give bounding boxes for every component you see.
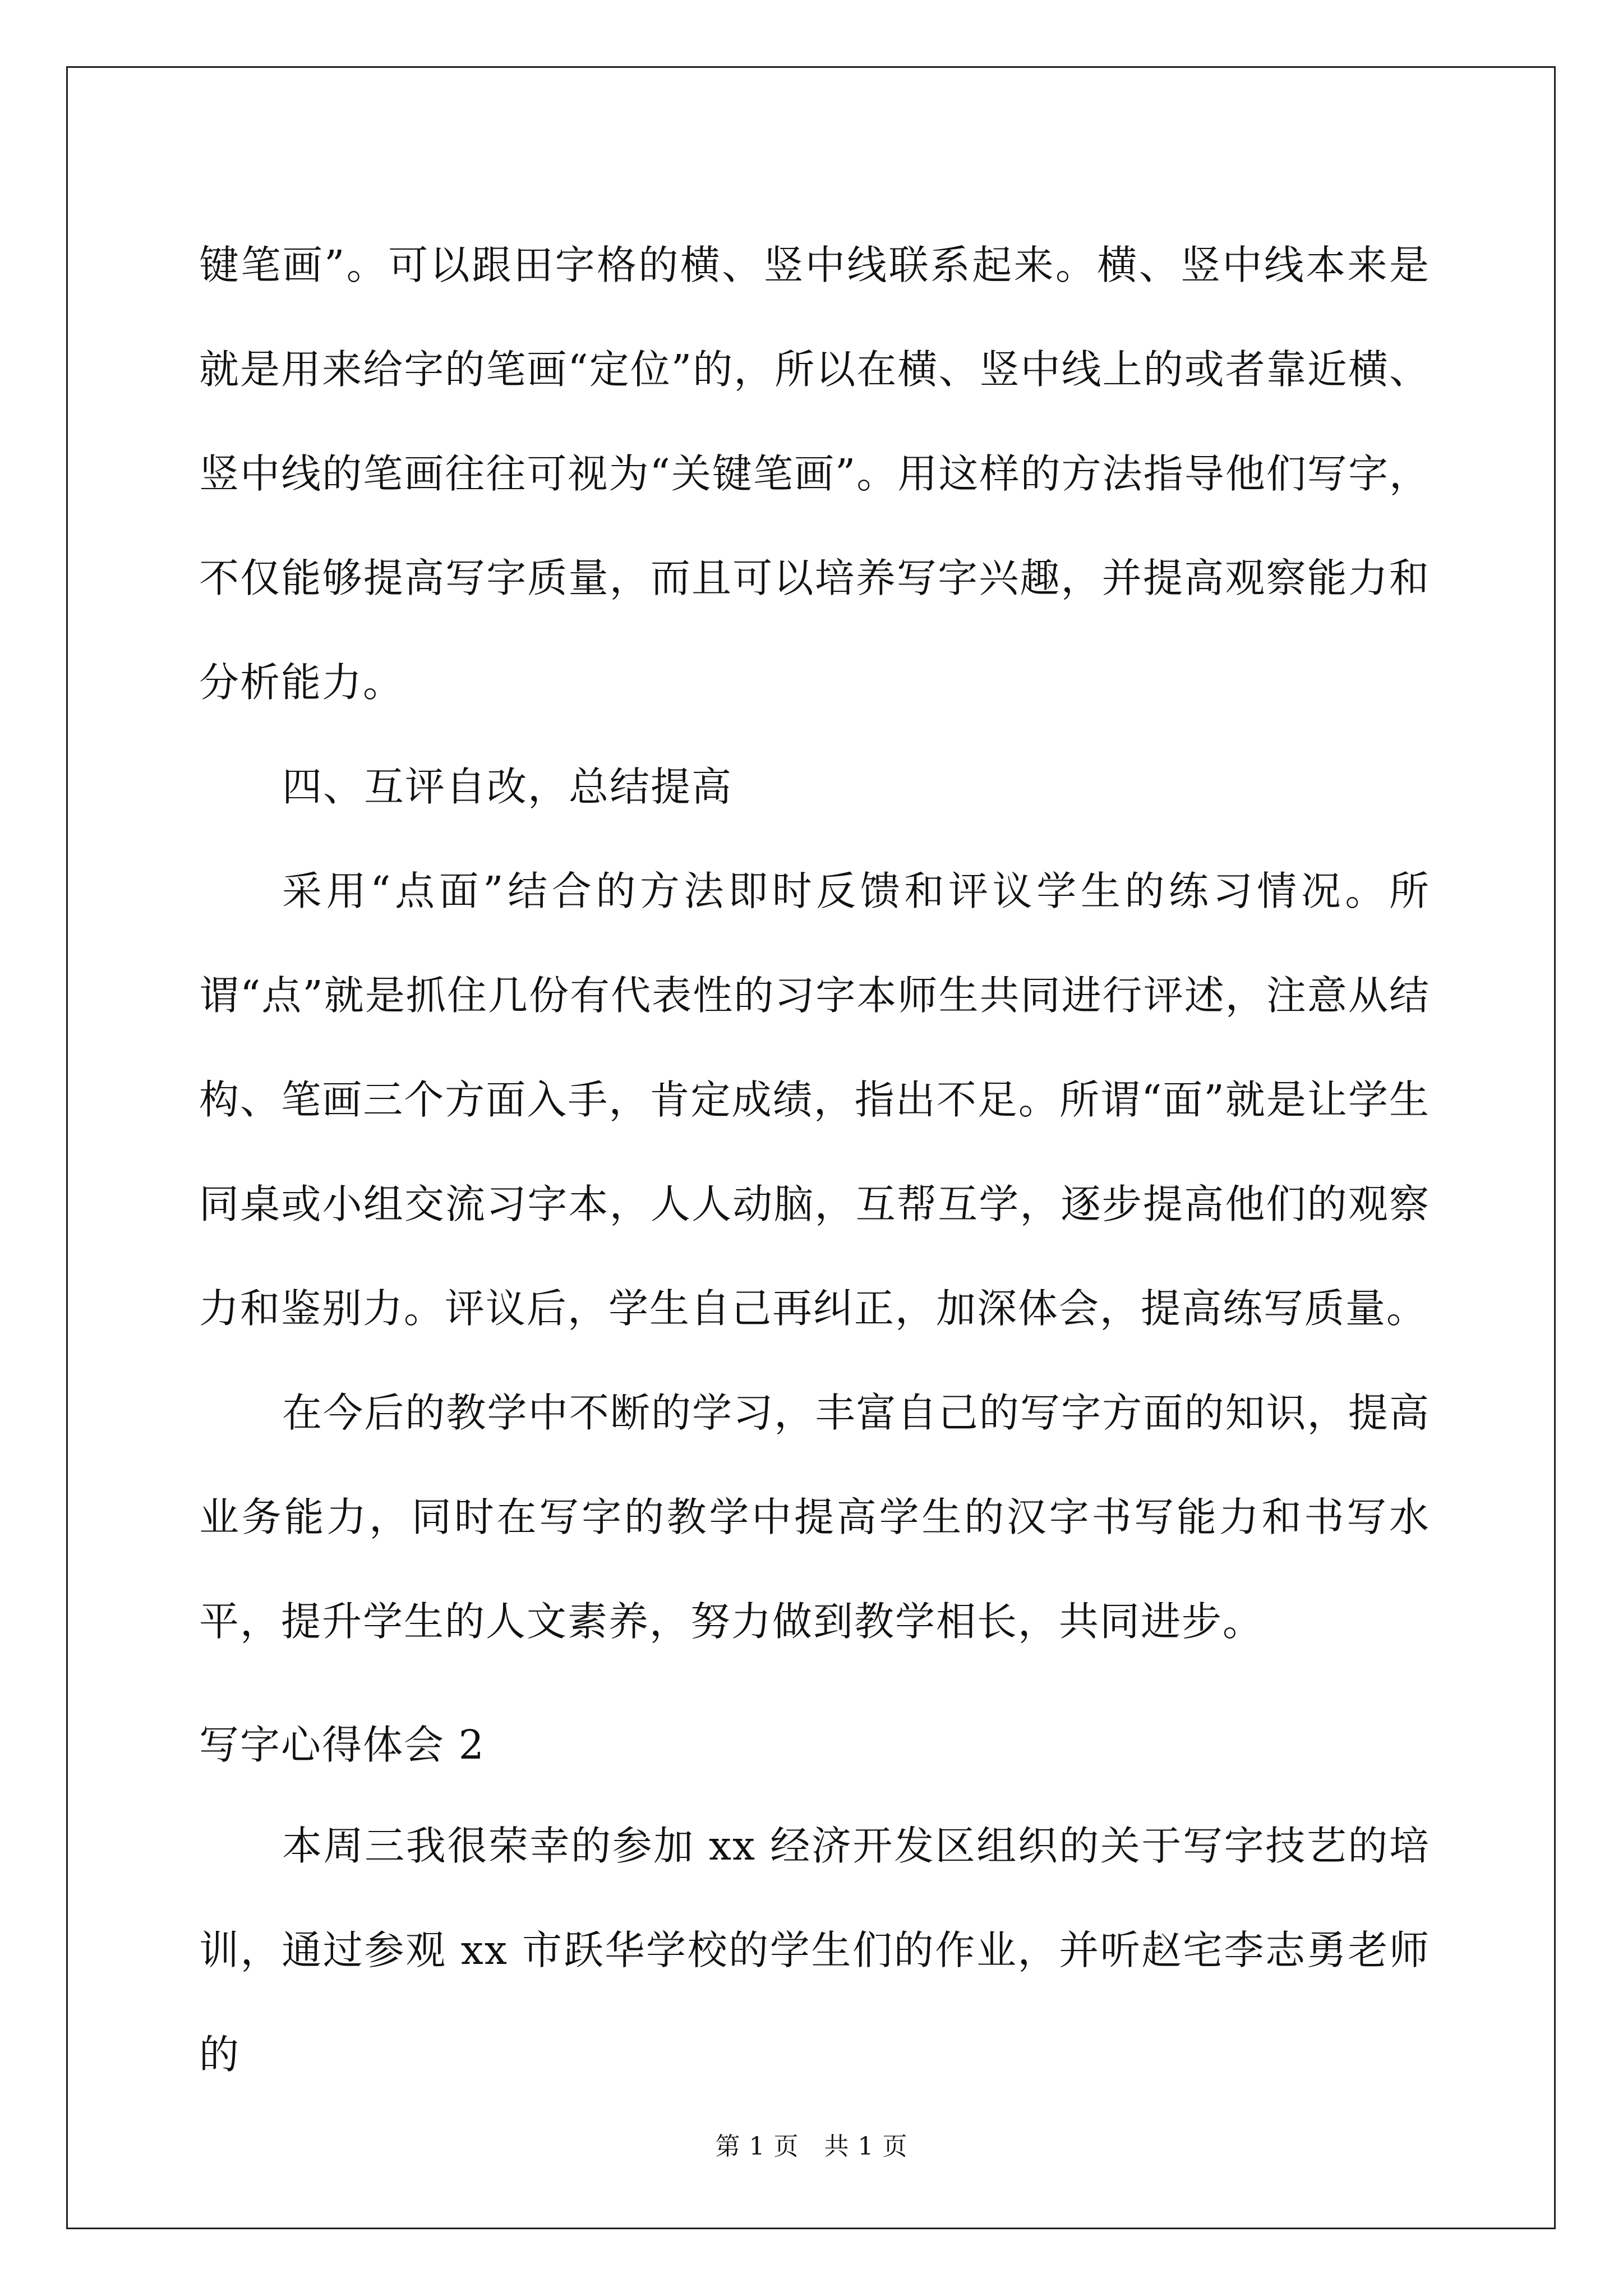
paragraph-heading-four: 四、互评自改，总结提高: [282, 763, 733, 810]
document-body-continued: [199, 1794, 1430, 2107]
paragraph-4: 在今后的教学中不断的学习，丰富自己的写字方面的知识，提高业务能力，同时在写字的教学中提高学生的汉字书写能力和书写水平，提升学生的人文素养，努力做到教学相长，共同进步。: [199, 1389, 1430, 1645]
paragraph-3: 采用“点面”结合的方法即时反馈和评议学生的练习情况。所谓“点”就是抓住几份有代表性的习字本师生共同进行评述，注意从结构、笔画三个方面入手，肯定成绩，指出不足。所谓“面”就是让学生同桌或小组交流习字本，人人动脑，互帮互学，逐步提高他们的观察力和鉴别力。评议后，学生自己再纠正，加深体会，提高练写质量。: [199, 868, 1430, 1332]
paragraph-1: 键笔画”。可以跟田字格的横、竖中线联系起来。横、竖中线本来是就是用来给字的笔画“定位”的，所以在横、竖中线上的或者靠近横、竖中线的笔画往往可视为“关键笔画”。用这样的方法指导他们写字，不仅能够提高写字质量，而且可以培养写字兴趣，并提高观察能力和分析能力。: [199, 242, 1430, 706]
page-footer: 第 1 页 共 1 页: [715, 2132, 908, 2161]
document-body: [199, 213, 1430, 1674]
paragraph-5: 本周三我很荣幸的参加 xx 经济开发区组织的关于写字技艺的培训，通过参观 xx 市跃华学校的学生们的作业，并听赵宅李志勇老师的: [199, 1823, 1430, 2078]
section-title: 写字心得体会 2: [199, 1722, 485, 1768]
